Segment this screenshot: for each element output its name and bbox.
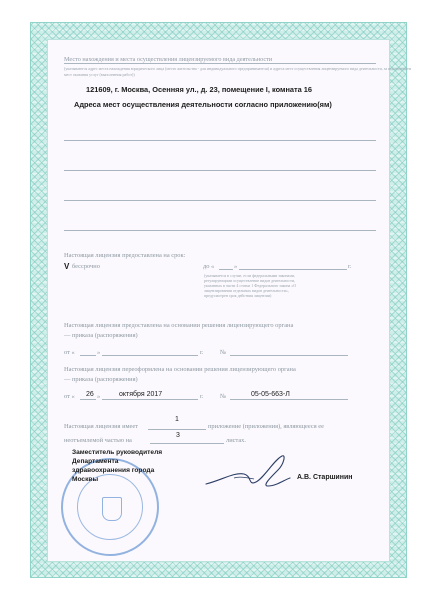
basis-year: г. (200, 349, 204, 356)
reissue-day: 26 (86, 391, 94, 398)
basis-month-line (102, 355, 198, 356)
place-header-note: (указываются адрес места нахождения юридического лица (место жительства - для индивидуального предпринимателя) и адреса мест осуществления лицензируемого вида деятельности, за исключением (64, 66, 412, 71)
term-day-line (219, 269, 233, 270)
blank-line (64, 230, 376, 231)
basis-label: Настоящая лицензия предоставлена на основании решения лицензирующего органа (64, 322, 294, 329)
coat-of-arms-icon (102, 497, 122, 521)
reissue-label-2: — приказа (распоряжения) (64, 376, 138, 383)
reissue-year: г. (200, 393, 204, 400)
reissue-number: 05-05-663-Л (251, 391, 290, 398)
signatory-name: А.В. Старшинин (297, 474, 353, 481)
handwritten-signature (204, 452, 294, 492)
appendix-sheets-label: листах. (226, 437, 246, 444)
signatory-position-4: Москвы (72, 476, 99, 483)
appendix-text-line-2: неотъемлемой частью на (64, 437, 132, 444)
reissue-from: от « (64, 393, 75, 400)
reissue-month-year: октября 2017 (119, 391, 163, 398)
basis-from: от « (64, 349, 75, 356)
reissue-day-line (80, 399, 96, 400)
appendix-count: 1 (175, 416, 179, 423)
signatory-position-3: здравоохранения города (72, 467, 155, 474)
term-month-line (239, 269, 347, 270)
term-until-mid: » (234, 263, 238, 270)
addresses-reference: Адреса мест осуществления деятельности согласно приложению(ям) (74, 100, 332, 109)
appendix-sheets: 3 (176, 432, 180, 439)
blank-line (64, 140, 376, 141)
reissue-number-line (230, 399, 348, 400)
signatory-position-1: Заместитель руководителя (72, 449, 163, 456)
appendix-text-after: приложение (приложения), являющееся ее (208, 423, 324, 430)
basis-day-line (80, 355, 96, 356)
appendix-sheets-line (150, 443, 224, 444)
term-until-suffix: г. (348, 263, 352, 270)
place-header-note-2: мест оказания услуг (выполнения работ)) (64, 72, 135, 77)
blank-line (64, 170, 376, 171)
header-underline (64, 63, 376, 64)
blank-line (64, 200, 376, 201)
reissue-label: Настоящая лицензия переоформлена на основании решения лицензирующего органа (64, 366, 296, 373)
signatory-position-2: Департамента (72, 458, 119, 465)
term-check-mark: V (64, 262, 70, 271)
reissue-quote-close: » (97, 393, 101, 400)
term-label: Настоящая лицензия предоставлена на срок: (64, 252, 186, 259)
appendix-text-before: Настоящая лицензия имеет (64, 423, 139, 430)
term-unlimited: бессрочно (72, 263, 100, 270)
term-until-prefix: до « (203, 263, 215, 270)
place-header: Место нахождения и места осуществления лицензируемого вида деятельности (64, 56, 273, 63)
appendix-count-line (148, 429, 206, 430)
reissue-number-label: № (220, 393, 227, 400)
basis-label-2: — приказа (распоряжения) (64, 332, 138, 339)
term-note: (указывается в случае, если федеральными законами, регулирующими осуществление видов деятельности, указанных в части 4 статьи 1 Федерального закона «О лицензировании отдельных видов деятельности», предусмотрен срок действия лицензии) (204, 273, 297, 298)
basis-quote-close: » (97, 349, 101, 356)
license-address: 121609, г. Москва, Осенняя ул., д. 23, помещение I, комната 16 (86, 85, 313, 94)
basis-number-line (230, 355, 348, 356)
basis-number-label: № (220, 349, 227, 356)
reissue-month-line (102, 399, 198, 400)
